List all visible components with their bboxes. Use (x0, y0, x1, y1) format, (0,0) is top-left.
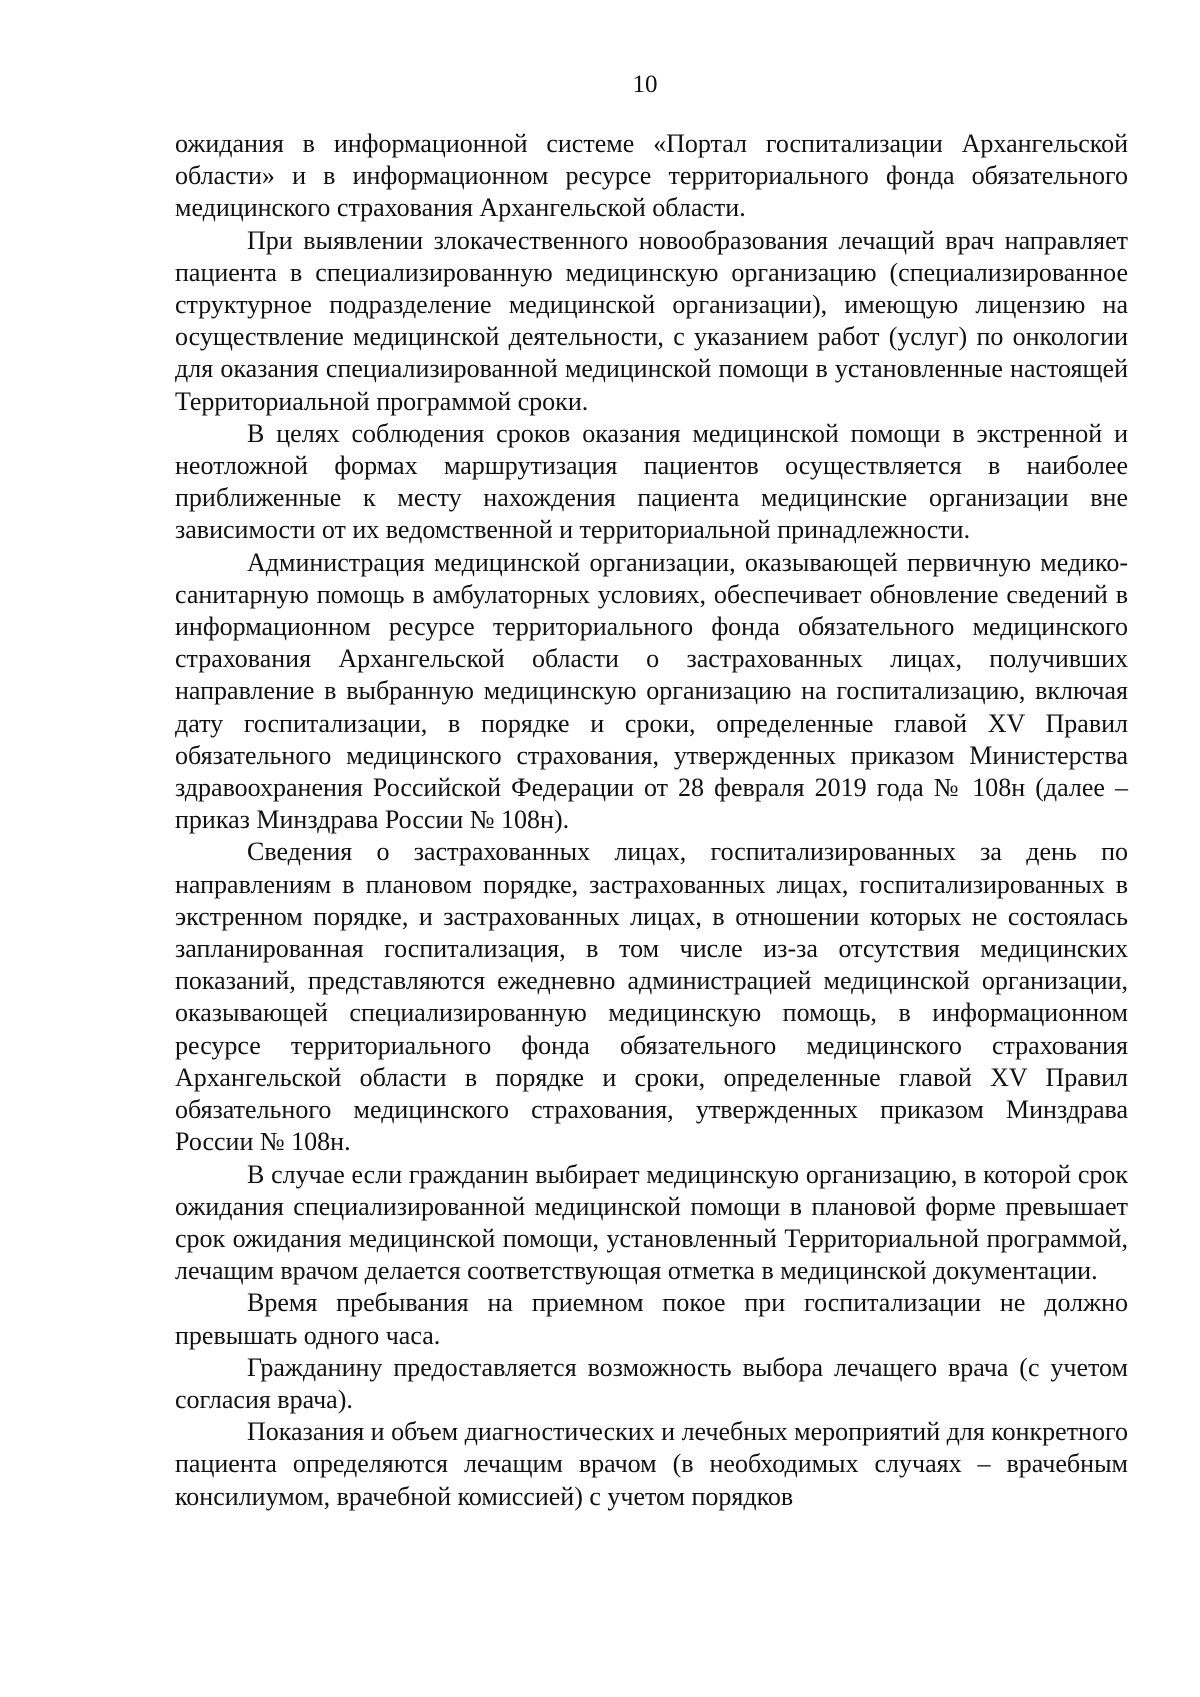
paragraph-administration-updates: Администрация медицинской организации, оказывающей первичную медико-санитарную помощь в амбулаторных условиях, обеспечивает обновление сведений в информационном ресурсе территориального фонда обязательного медицинского страхования Архангельской области о застрахованных лицах, получивших направление в выбранную медицинскую организацию на госпитализацию, включая дату госпитализации, в порядке и сроки, определенные главой XV Правил обязательного медицинского страхования, утвержденных приказом Министерства здравоохранения Российской Федерации от 28 февраля 2019 года № 108н (далее – приказ Минздрава России № 108н). (175, 547, 1128, 835)
paragraph-oncology-referral: При выявлении злокачественного новообразования лечащий врач направляет пациента в специализированную медицинскую организацию (специализированное структурное подразделение медицинской организации), имеющую лицензию на осуществление медицинской деятельности, с указанием работ (услуг) по онкологии для оказания специализированной медицинской помощи в установленные настоящей Территориальной программой сроки. (175, 225, 1128, 416)
page-number: 10 (632, 71, 658, 98)
paragraph-waiting-time-choice: В случае если гражданин выбирает медицинскую организацию, в которой срок ожидания специализированной медицинской помощи в плановой форме превышает срок ожидания медицинской помощи, установленный Территориальной программой, лечащим врачом делается соответствующая отметка в медицинской документации. (175, 1159, 1128, 1286)
paragraph-diagnostic-indications: Показания и объем диагностических и лечебных мероприятий для конкретного пациента определяются лечащим врачом (в необходимых случаях – врачебным консилиумом, врачебной комиссией) с учетом порядков (175, 1417, 1128, 1511)
paragraph-doctor-choice: Гражданину предоставляется возможность выбора лечащего врача (с учетом согласия врача). (175, 1352, 1128, 1414)
paragraph-emergency-routing: В целях соблюдения сроков оказания медицинской помощи в экстренной и неотложной формах маршрутизация пациентов осуществляется в наиболее приближенные к месту нахождения пациента медицинские организации вне зависимости от их ведомственной и территориальной принадлежности. (175, 418, 1128, 545)
paragraph-hospitalization-reports: Сведения о застрахованных лицах, госпитализированных за день по направлениям в плановом порядке, застрахованных лицах, госпитализированных в экстренном порядке, и застрахованных лицах, в отношении которых не состоялась запланированная госпитализация, в том числе из-за отсутствия медицинских показаний, представляются ежедневно администрацией медицинской организации, оказывающей специализированную медицинскую помощь, в информационном ресурсе территориального фонда обязательного медицинского страхования Архангельской области в порядке и сроки, определенные главой XV Правил обязательного медицинского страхования, утвержденных приказом Минздрава России № 108н. (175, 837, 1128, 1157)
paragraph-waiting-list-continuation: ожидания в информационной системе «Портал госпитализации Архангельской области» и в информационном ресурсе территориального фонда обязательного медицинского страхования Архангельской области. (175, 129, 1128, 223)
document-body (175, 128, 1128, 1513)
paragraph-reception-time: Время пребывания на приемном покое при госпитализации не должно превышать одного часа. (175, 1288, 1128, 1350)
